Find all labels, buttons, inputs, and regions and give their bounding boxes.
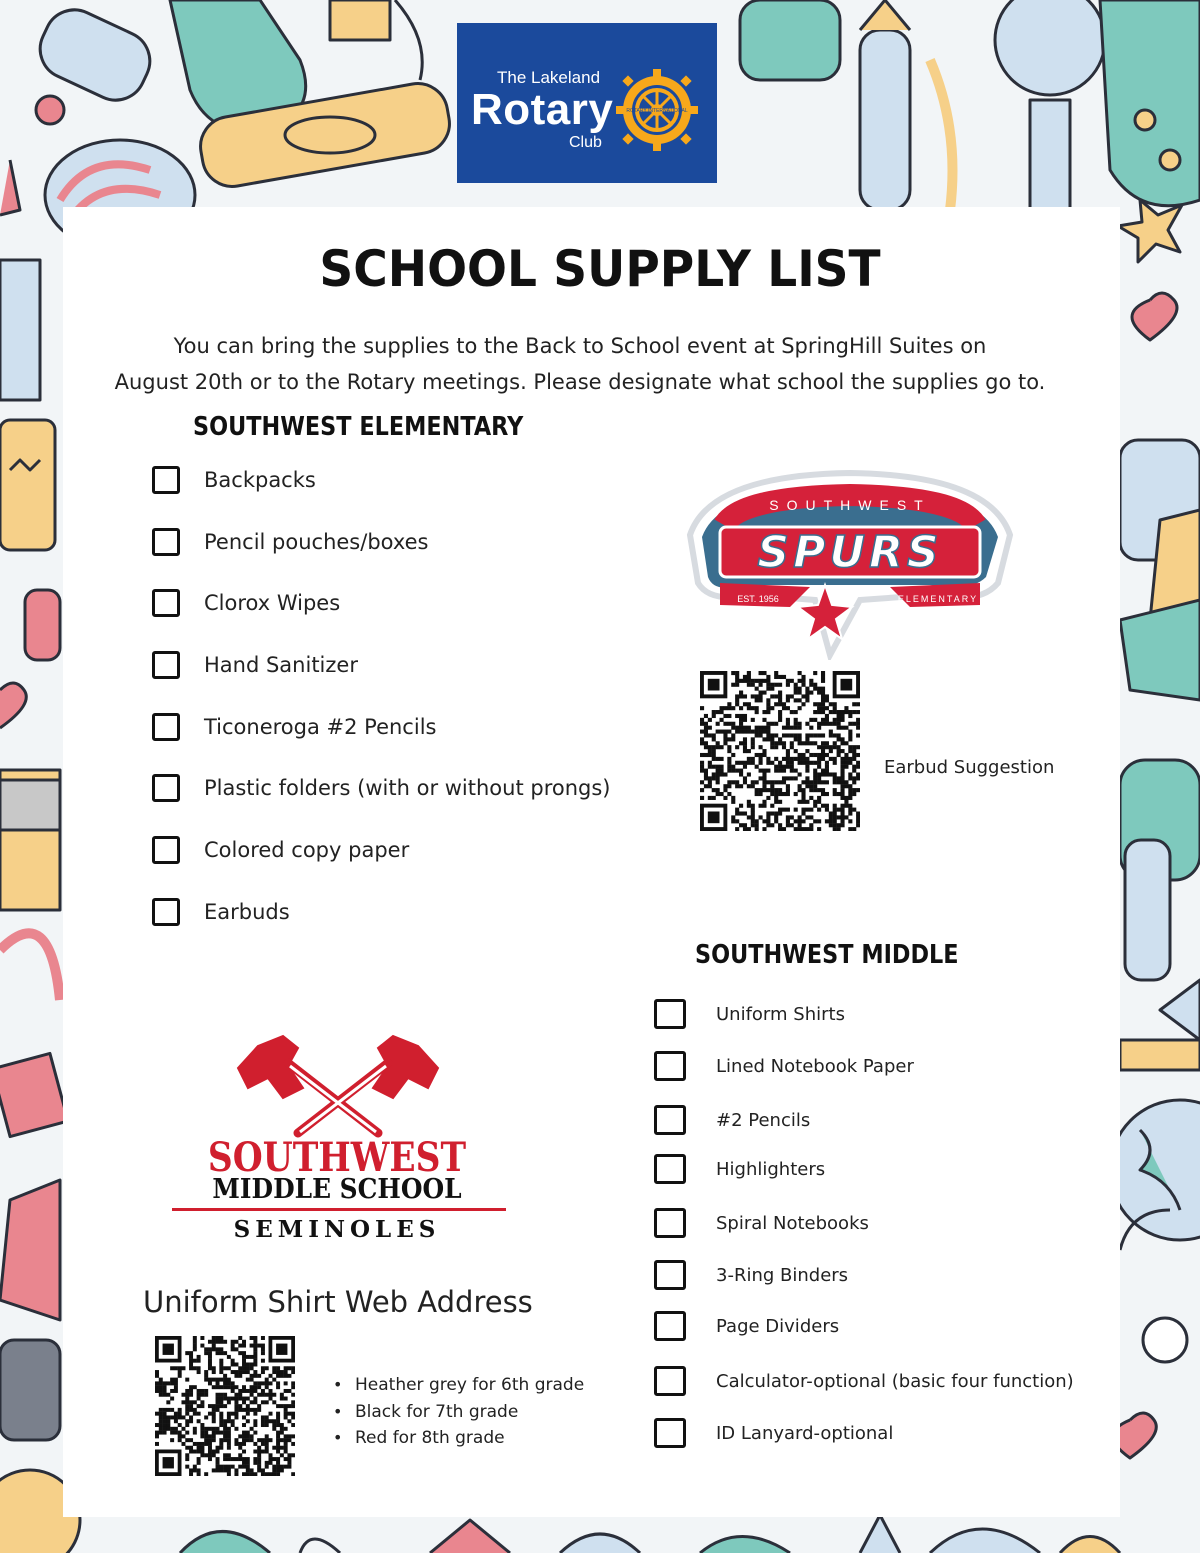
page-title: SCHOOL SUPPLY LIST <box>319 240 881 298</box>
checklist-item[interactable] <box>654 1260 848 1290</box>
crossed-tomahawks-icon <box>228 1028 448 1140</box>
checkbox[interactable] <box>654 1154 686 1184</box>
checkbox[interactable] <box>654 1366 686 1396</box>
intro-text <box>63 328 1097 400</box>
checkbox[interactable] <box>152 589 180 617</box>
checklist-item[interactable] <box>152 898 290 926</box>
checklist-item[interactable] <box>654 1418 893 1448</box>
elementary-heading: SOUTHWEST ELEMENTARY <box>193 412 524 442</box>
checklist-item-label: Ticoneroga #2 Pencils <box>204 715 437 739</box>
sms-logo-line-2: MIDDLE SCHOOL <box>212 1174 462 1205</box>
checkbox[interactable] <box>654 1418 686 1448</box>
checklist-item[interactable] <box>152 528 429 556</box>
checkbox[interactable] <box>654 1260 686 1290</box>
checkbox[interactable] <box>152 774 180 802</box>
checklist-item[interactable] <box>654 1154 825 1184</box>
checkbox[interactable] <box>152 898 180 926</box>
sms-logo-line-1: SOUTHWEST <box>207 1134 467 1181</box>
uniform-shirt-web-heading: Uniform Shirt Web Address <box>143 1285 533 1319</box>
logo-line-2: Rotary <box>471 85 614 134</box>
checkbox[interactable] <box>654 1105 686 1135</box>
checklist-item-label: Lined Notebook Paper <box>716 1055 914 1077</box>
spurs-elementary-text: ELEMENTARY <box>897 594 979 604</box>
checkbox[interactable] <box>152 528 180 556</box>
checklist-item-label: Clorox Wipes <box>204 591 341 615</box>
checklist-item[interactable] <box>152 651 358 679</box>
spurs-top-text: SOUTHWEST <box>769 497 931 513</box>
checklist-item[interactable] <box>152 466 316 494</box>
checklist-item[interactable] <box>654 1311 839 1341</box>
intro-line-1: You can bring the supplies to the Back to School event at SpringHill Suites on <box>173 334 987 358</box>
checklist-item-label: 3-Ring Binders <box>716 1264 849 1286</box>
checklist-item-label: #2 Pencils <box>716 1109 811 1131</box>
checkbox[interactable] <box>654 1311 686 1341</box>
checkbox[interactable] <box>654 999 686 1029</box>
checklist-item[interactable] <box>654 999 845 1029</box>
rotary-wheel-icon <box>612 65 702 155</box>
checklist-item[interactable] <box>654 1366 1074 1396</box>
checkbox[interactable] <box>152 713 180 741</box>
shirt-color-list <box>333 1372 584 1452</box>
checklist-item-label: Earbuds <box>204 900 290 924</box>
checklist-item-label: Highlighters <box>716 1158 826 1180</box>
logo-line-3: Club <box>569 134 602 151</box>
spurs-main-text: SPURS <box>757 527 943 578</box>
list-item: • Heather grey for 6th grade <box>333 1372 584 1399</box>
uniform-shirt-qr-code[interactable] <box>155 1336 295 1476</box>
checklist-item-label: Spiral Notebooks <box>716 1212 869 1234</box>
rotary-club-logo <box>457 23 717 183</box>
list-item: • Black for 7th grade <box>333 1399 584 1426</box>
checklist-item-label: Pencil pouches/boxes <box>204 530 429 554</box>
checklist-item-label: ID Lanyard-optional <box>716 1422 894 1444</box>
spurs-est-text: EST. 1956 <box>737 594 779 604</box>
checklist-item[interactable] <box>152 589 340 617</box>
checklist-item-label: Hand Sanitizer <box>204 653 358 677</box>
checkbox[interactable] <box>152 651 180 679</box>
southwest-middle-school-logo <box>170 1028 510 1248</box>
earbud-qr-code[interactable] <box>700 671 860 831</box>
checklist-item[interactable] <box>654 1105 810 1135</box>
sms-logo-divider <box>172 1208 506 1211</box>
checklist-item[interactable] <box>152 836 409 864</box>
checklist-item-label: Backpacks <box>204 468 316 492</box>
checkbox[interactable] <box>152 466 180 494</box>
checklist-item-label: Calculator-optional (basic four function) <box>716 1370 1074 1392</box>
sms-logo-line-3: SEMINOLES <box>233 1216 441 1243</box>
checklist-item-label: Uniform Shirts <box>716 1003 845 1025</box>
southwest-spurs-logo <box>680 465 1020 660</box>
checklist-item[interactable] <box>152 713 436 741</box>
earbud-qr-caption: Earbud Suggestion <box>884 757 1055 778</box>
checklist-item-label: Plastic folders (with or without prongs) <box>204 776 611 800</box>
intro-line-2: August 20th or to the Rotary meetings. Please designate what school the supplies go to. <box>114 370 1046 394</box>
checklist-item-label: Colored copy paper <box>204 838 410 862</box>
checklist-item-label: Page Dividers <box>716 1315 840 1337</box>
checkbox[interactable] <box>654 1051 686 1081</box>
list-item: • Red for 8th grade <box>333 1425 584 1452</box>
checkbox[interactable] <box>152 836 180 864</box>
checklist-item[interactable] <box>654 1208 869 1238</box>
logo-line-1: The Lakeland <box>497 68 601 87</box>
rotary-wheel-text: ROTARY INTERNATIONAL <box>626 108 688 114</box>
middle-heading: SOUTHWEST MIDDLE <box>695 940 959 970</box>
checkbox[interactable] <box>654 1208 686 1238</box>
checklist-item[interactable] <box>152 774 611 802</box>
checklist-item[interactable] <box>654 1051 914 1081</box>
